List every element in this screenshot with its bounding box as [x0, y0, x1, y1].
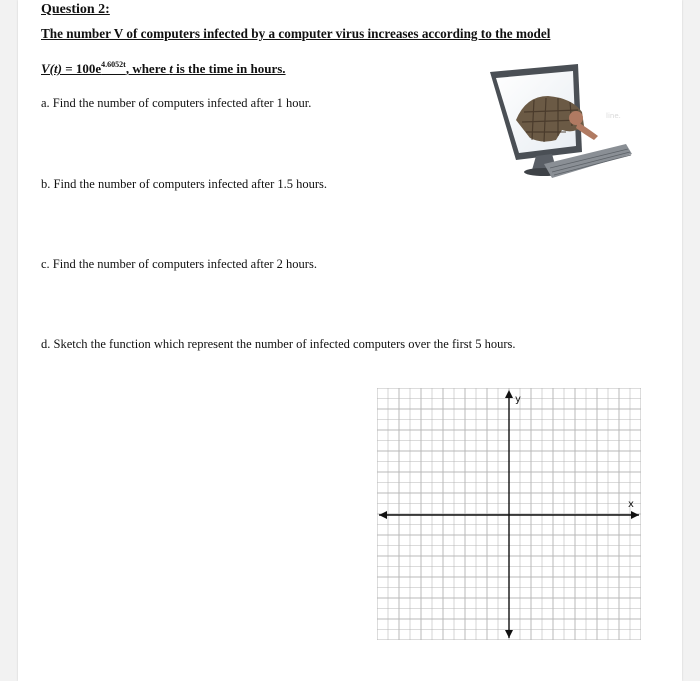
svg-text:line.: line. — [606, 112, 621, 120]
model-where: , where — [125, 61, 170, 76]
model-lhs: V(t) — [41, 61, 62, 76]
y-axis-label: y — [515, 394, 521, 405]
y-axis-arrow-up — [505, 390, 513, 398]
part-a: a. Find the number of computers infected after 1 hour. — [41, 96, 312, 110]
worksheet-page — [18, 0, 682, 681]
model-variable: t — [169, 61, 173, 76]
part-d: d. Sketch the function which represent the number of infected computers over the first 5 hours. — [41, 337, 516, 351]
part-b: b. Find the number of computers infected after 1.5 hours. — [41, 177, 328, 191]
x-axis-label: x — [628, 499, 634, 510]
coordinate-grid — [377, 388, 641, 640]
model-exponent: 4.6052t — [101, 60, 126, 69]
y-axis-arrow-down — [505, 630, 513, 638]
virus-computer-illustration — [486, 60, 632, 188]
part-c: c. Find the number of computers infected after 2 hours. — [41, 257, 317, 271]
model-suffix: is the time in hours. — [172, 61, 286, 76]
question-intro: The number V of computers infected by a computer virus increases according to the model — [41, 26, 551, 41]
question-heading: Question 2: — [41, 2, 110, 17]
person-head — [569, 111, 583, 125]
model-equation — [41, 60, 286, 77]
x-axis-arrow-right — [631, 511, 639, 519]
model-equals: = 100e — [61, 61, 102, 76]
x-axis-arrow-left — [379, 511, 387, 519]
